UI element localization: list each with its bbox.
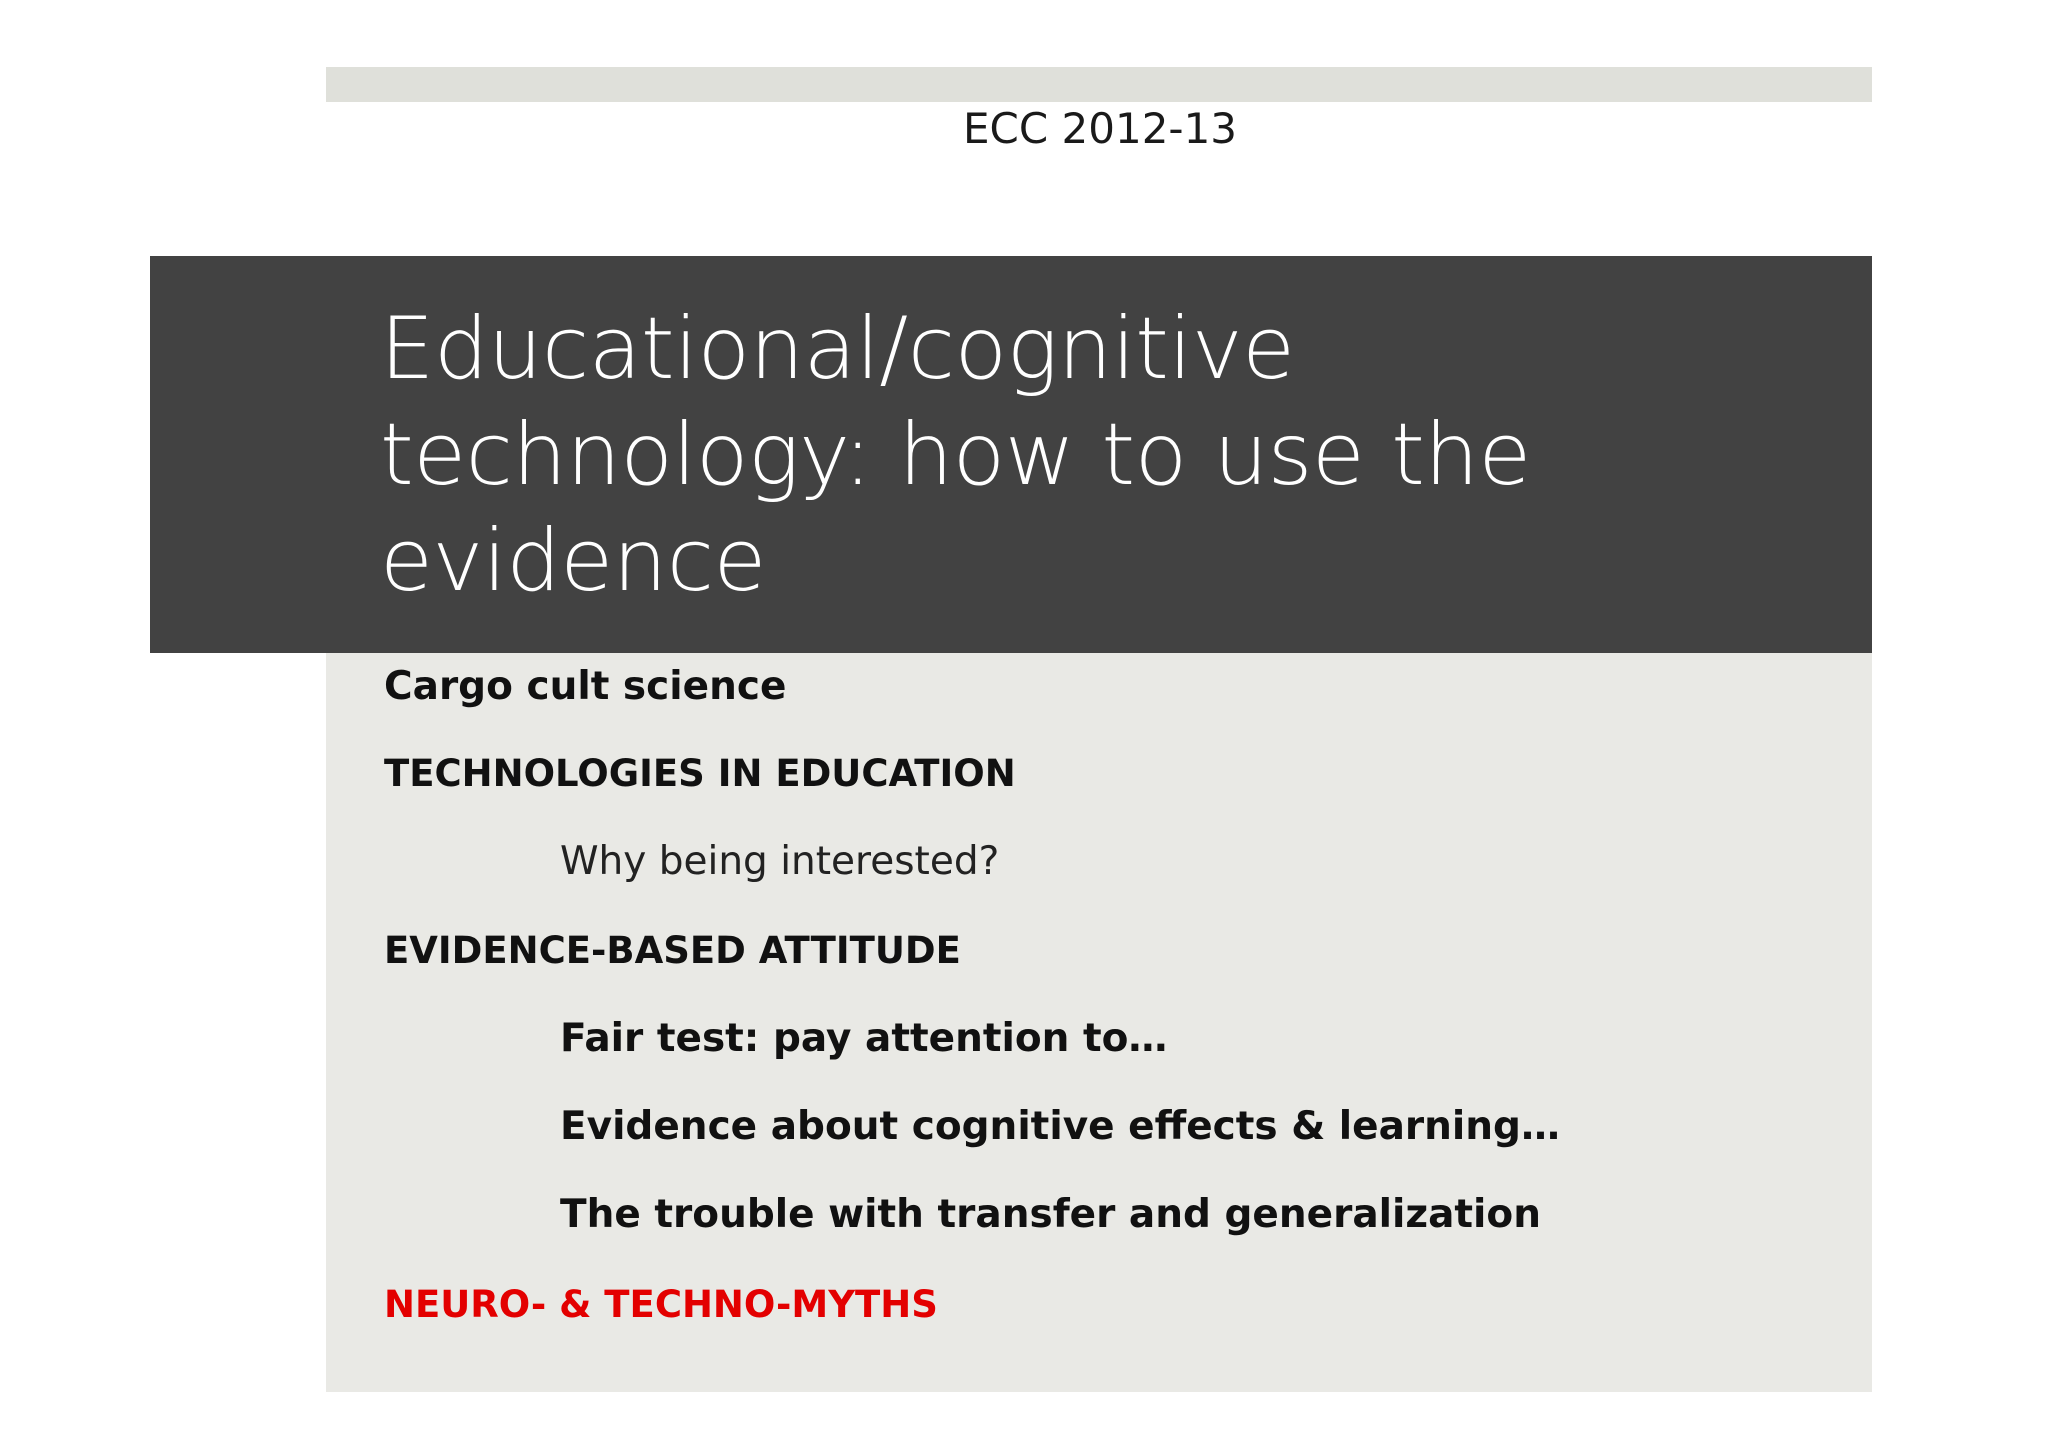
outline-subitem-cognitive-effects: Evidence about cognitive effects & learning… (560, 1104, 1560, 1149)
outline-item-myths: NEURO- & TECHNO-MYTHS (384, 1283, 938, 1326)
outline-item-evidence-based: EVIDENCE-BASED ATTITUDE (384, 929, 961, 972)
outline-subitem-why-interested: Why being interested? (560, 839, 1000, 884)
outline-item-cargo-cult: Cargo cult science (384, 664, 787, 709)
outline-item-technologies: TECHNOLOGIES IN EDUCATION (384, 752, 1016, 795)
title-block (150, 256, 1872, 653)
slide-title: Educational/cognitive technology: how to use the evidence (380, 299, 1531, 611)
outline-subitem-transfer: The trouble with transfer and generalization (560, 1192, 1541, 1237)
outline-subitem-fair-test: Fair test: pay attention to… (560, 1016, 1168, 1061)
top-accent-bar (326, 67, 1872, 102)
course-header: ECC 2012-13 (962, 104, 1238, 153)
